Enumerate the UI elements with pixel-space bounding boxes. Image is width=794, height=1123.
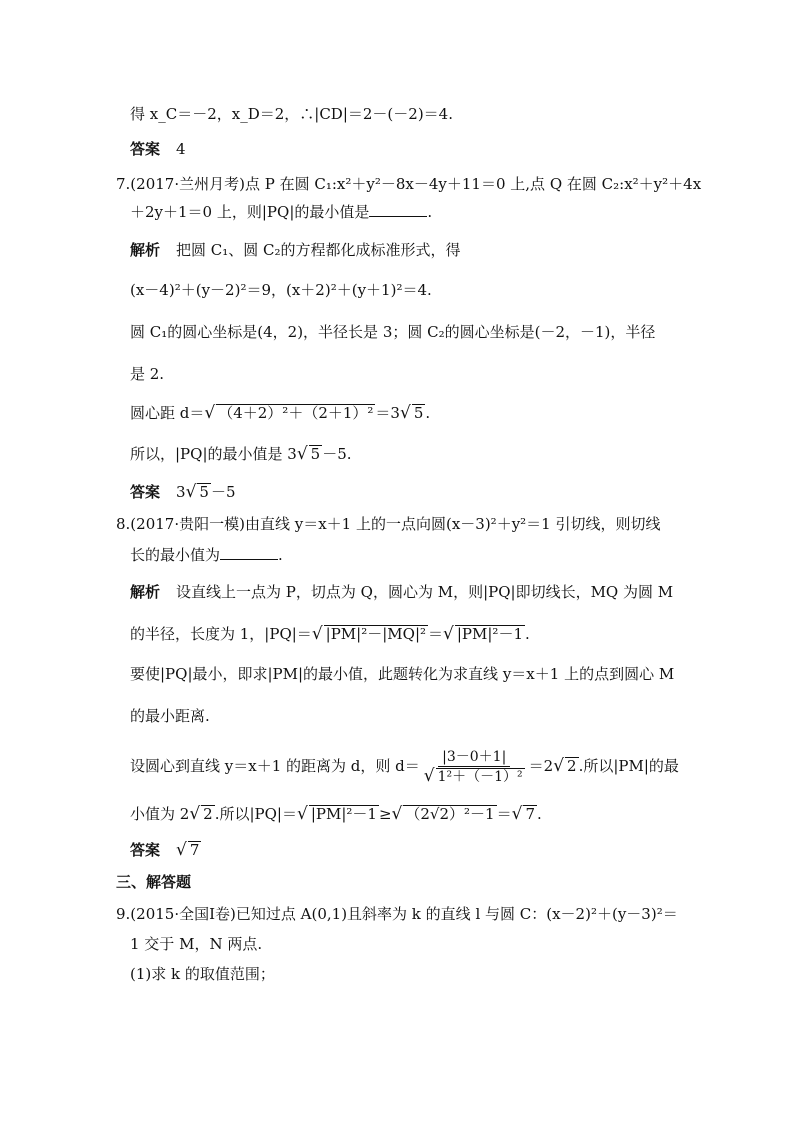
q8-analysis-line3: 要使|PQ|最小，即求|PM|的最小值，此题转化为求直线 y＝x＋1 上的点到圆心 M xyxy=(130,665,675,683)
q8-stem-line2: 长的最小值为 . xyxy=(130,546,283,564)
q7-answer-row: 答案 3√ 5 －5 xyxy=(130,482,236,502)
analysis-label: 解析 xyxy=(130,241,161,259)
answer-value: 4 xyxy=(176,140,186,158)
q8-analysis-line5: 设圆心到直线 y＝x＋1 的距离为 d，则 d＝ $\frac{|3-0+1|}{\text{√ 1²＋（－1）²}}$ ＝2√ 2 .所以|PM|的最 xyxy=(130,749,679,786)
q9-subquestion-1: (1)求 k 的取值范围； xyxy=(130,965,275,983)
p6-answer-row xyxy=(130,139,186,159)
q8-analysis-line4: 的最小距离. xyxy=(130,707,210,725)
q8-answer-row: 答案 √ 7 xyxy=(130,840,200,860)
q7-stem-line1: 7.(2017·兰州月考)点 P 在圆 C₁:x²＋y²－8x－4y＋11＝0 上,点 Q 在圆 C₂:x²＋y²＋4x xyxy=(116,175,702,193)
q7-stem-line2: ＋2y＋1＝0 上，则|PQ|的最小值是 . xyxy=(130,203,433,221)
p6-derivation: 得 x_C＝－2，x_D＝2，∴|CD|＝2－(－2)＝4. xyxy=(130,105,453,123)
q8-analysis-line1: 解析 设直线上一点为 P，切点为 Q，圆心为 M，则|PQ|即切线长，MQ 为圆 M xyxy=(130,583,674,601)
q7-centers-line2: 是 2. xyxy=(130,365,165,383)
distance-fraction: $\frac{|3-0+1|}{\text{√ 1²＋（－1）²}}$ xyxy=(423,749,523,786)
answer-label: 答案 xyxy=(130,841,161,859)
answer-label: 答案 xyxy=(130,483,161,501)
q9-stem-line1: 9.(2015·全国Ⅰ卷)已知过点 A(0,1)且斜率为 k 的直线 l 与圆 C：(x－2)²＋(y－3)²＝ xyxy=(116,905,678,923)
section-title: 三、解答题 xyxy=(116,873,192,891)
q9-stem-line2: 1 交于 M，N 两点. xyxy=(130,935,263,953)
q7-standard-form: (x－4)²＋(y－2)²＝9，(x＋2)²＋(y＋1)²＝4. xyxy=(130,281,432,299)
answer-blank xyxy=(369,202,427,217)
q8-analysis-line6: 小值为 2√ 2 .所以|PQ|＝√ |PM|²－1 ≥√ （2√2）²－1 ＝√ 7 . xyxy=(130,804,542,824)
q8-analysis-line2: 的半径，长度为 1，|PQ|＝√ |PM|²－|MQ|² ＝√ |PM|²－1 . xyxy=(130,624,530,644)
q7-center-distance: 圆心距 d＝√ （4＋2）²＋（2＋1）² ＝3√ 5 . xyxy=(130,403,431,423)
q8-stem-line1: 8.(2017·贵阳一模)由直线 y＝x＋1 上的一点向圆(x－3)²＋y²＝1 引切线，则切线 xyxy=(116,515,661,533)
answer-label: 答案 xyxy=(130,140,161,158)
answer-blank xyxy=(220,545,278,560)
analysis-label: 解析 xyxy=(130,583,161,601)
q7-min-value: 所以，|PQ|的最小值是 3√ 5 －5. xyxy=(130,444,352,464)
q7-analysis-line1: 解析 把圆 C₁、圆 C₂的方程都化成标准形式，得 xyxy=(130,241,461,259)
q7-centers-line1: 圆 C₁的圆心坐标是(4，2)，半径长是 3；圆 C₂的圆心坐标是(－2，－1)，半径 xyxy=(130,323,656,341)
